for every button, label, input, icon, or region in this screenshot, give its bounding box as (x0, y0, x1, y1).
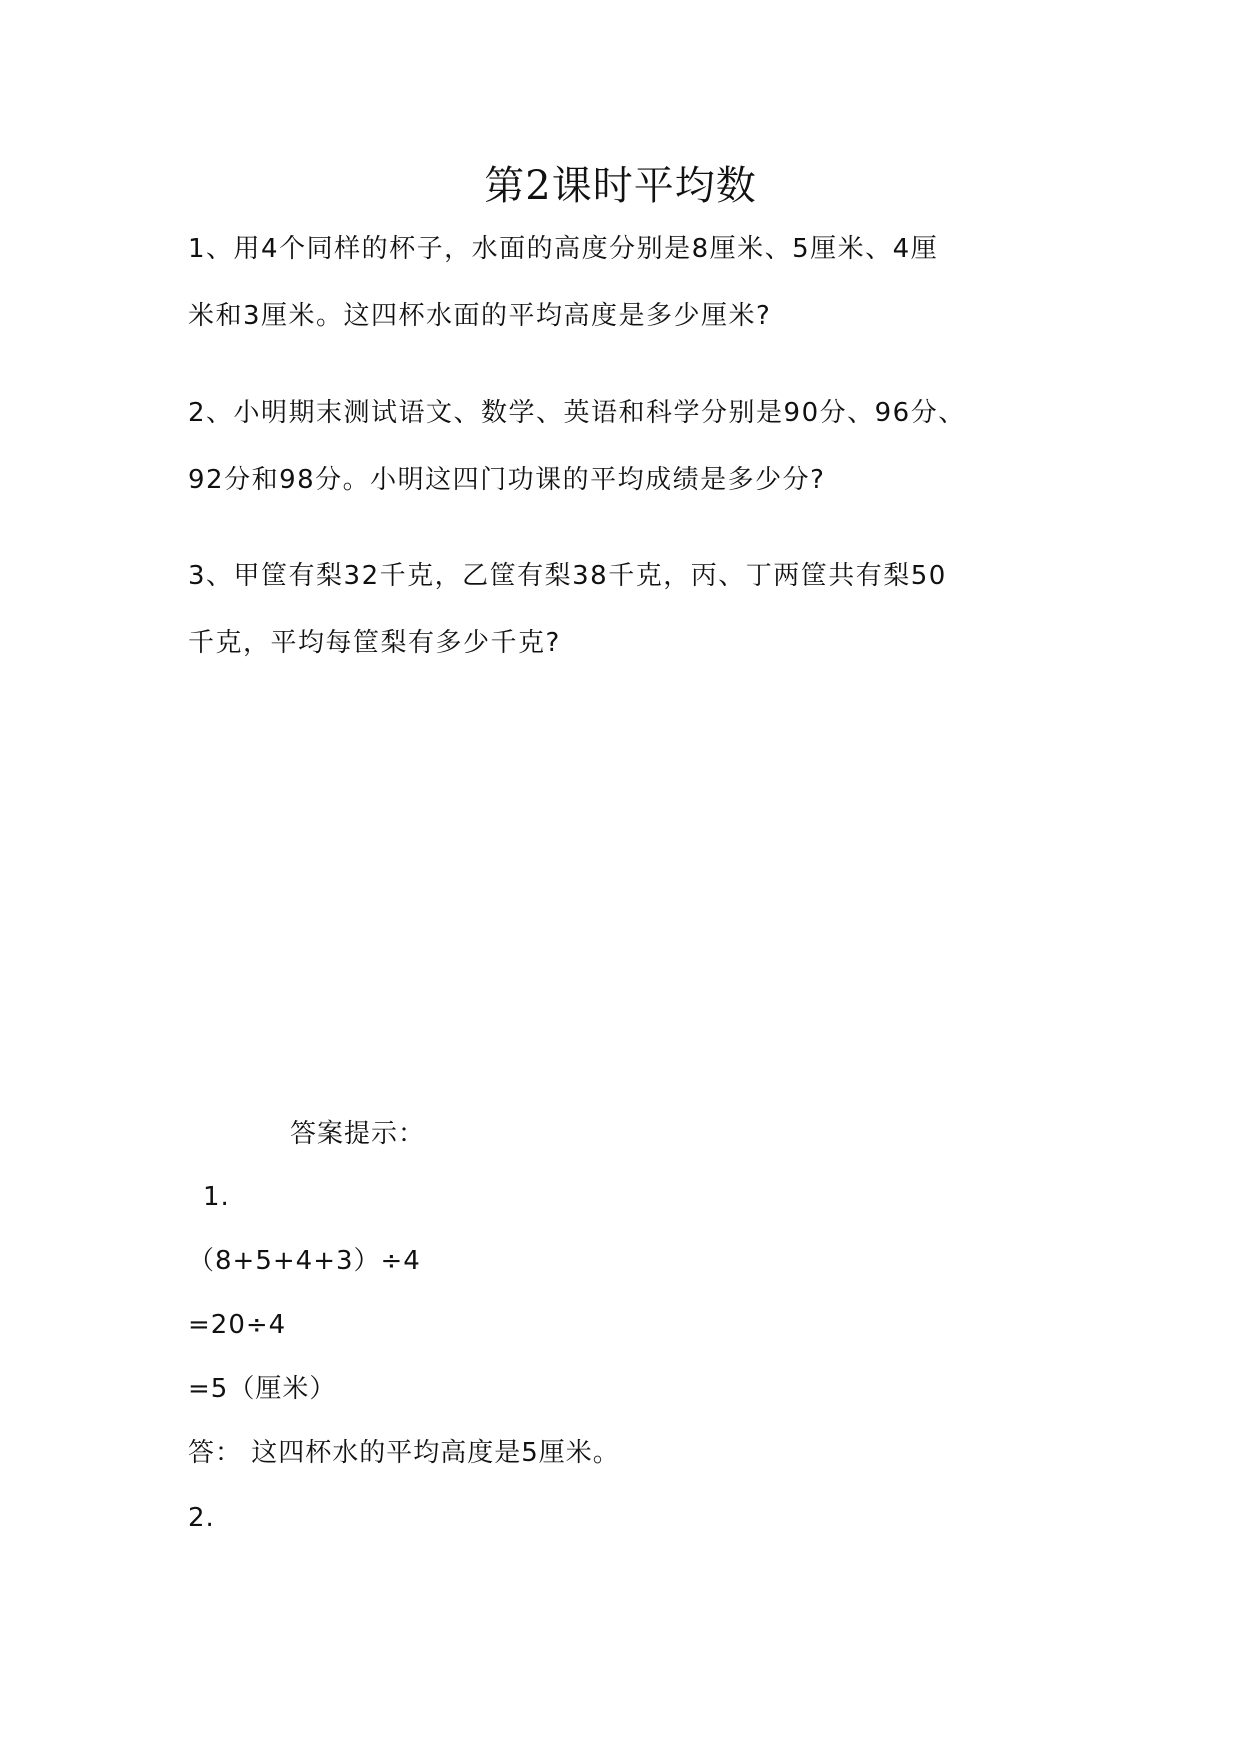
question-2-line-2: 92分和98分。小明这四门功课的平均成绩是多少分? (188, 465, 826, 495)
answer-1-step-3: =5（厘米） (188, 1374, 337, 1404)
answers-heading: 答案提示： (290, 1119, 426, 1149)
answer-2-label: 2. (188, 1503, 215, 1533)
question-2-line-1: 2、小明期末测试语文、数学、英语和科学分别是90分、96分、 (188, 398, 966, 428)
question-1-line-1: 1、用4个同样的杯子，水面的高度分别是8厘米、5厘米、4厘 (188, 234, 939, 264)
question-3-line-1: 3、甲筐有梨32千克，乙筐有梨38千克，丙、丁两筐共有梨50 (188, 561, 947, 591)
page-title: 第2课时平均数 (484, 163, 757, 209)
question-3-line-2: 千克，平均每筐梨有多少千克? (188, 628, 561, 658)
answer-1-label: 1. (203, 1182, 230, 1212)
answer-1-step-2: =20÷4 (188, 1310, 287, 1340)
answer-1-step-1: （8+5+4+3）÷4 (188, 1246, 421, 1276)
answer-1-conclusion: 答： 这四杯水的平均高度是5厘米。 (188, 1438, 620, 1468)
question-1-line-2: 米和3厘米。这四杯水面的平均高度是多少厘米? (188, 301, 772, 331)
